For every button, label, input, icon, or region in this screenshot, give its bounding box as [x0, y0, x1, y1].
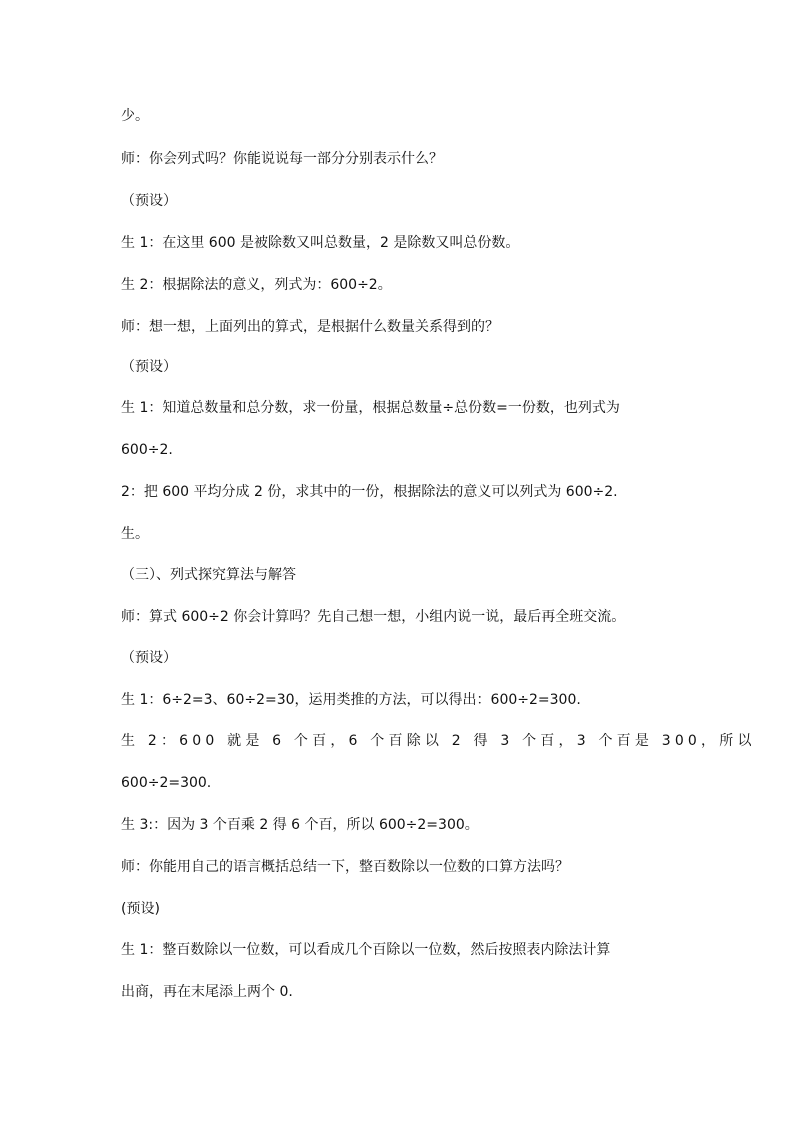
text-line-4: 生 1：在这里 600 是被除数又叫总数量，2 是除数又叫总份数。 [121, 235, 520, 251]
text-line-11: 生。 [121, 526, 149, 542]
text-line-19: 师：你能用自己的语言概括总结一下，整百数除以一位数的口算方法吗？ [121, 859, 569, 875]
text-line-15: 生 1：6÷2=3、60÷2=30，运用类推的方法，可以得出：600÷2=300. [121, 692, 581, 708]
text-line-16: 生 2：600 就是 6 个百，6 个百除以 2 得 3 个百，3 个百是 300，所以 [121, 733, 756, 749]
text-line-20: (预设) [121, 901, 160, 917]
text-line-10: 2：把 600 平均分成 2 份，求其中的一份，根据除法的意义可以列式为 600÷2. [121, 484, 618, 500]
text-line-7: （预设） [121, 359, 177, 375]
section-heading: （三）、列式探究算法与解答 [121, 567, 296, 583]
text-line-13: 师：算式 600÷2 你会计算吗？先自己想一想，小组内说一说，最后再全班交流。 [121, 609, 626, 625]
text-line-14: （预设） [121, 650, 177, 666]
text-line-22: 出商，再在末尾添上两个 0. [121, 984, 293, 1000]
text-line-2: 师：你会列式吗？你能说说每一部分分别表示什么？ [121, 151, 443, 167]
text-line-5: 生 2：根据除法的意义，列式为：600÷2。 [121, 277, 392, 293]
text-line-18: 生 3:：因为 3 个百乘 2 得 6 个百，所以 600÷2=300。 [121, 817, 479, 833]
text-line-21: 生 1：整百数除以一位数，可以看成几个百除以一位数，然后按照表内除法计算 [121, 942, 611, 958]
text-line-8: 生 1：知道总数量和总分数，求一份量，根据总数量÷总份数=一份数，也列式为 [121, 400, 620, 416]
text-line-3: （预设） [121, 193, 177, 209]
text-line-6: 师：想一想，上面列出的算式，是根据什么数量关系得到的？ [121, 319, 499, 335]
text-line-17: 600÷2=300. [121, 775, 212, 791]
text-line-9: 600÷2. [121, 442, 173, 458]
text-line-1: 少。 [121, 108, 149, 124]
